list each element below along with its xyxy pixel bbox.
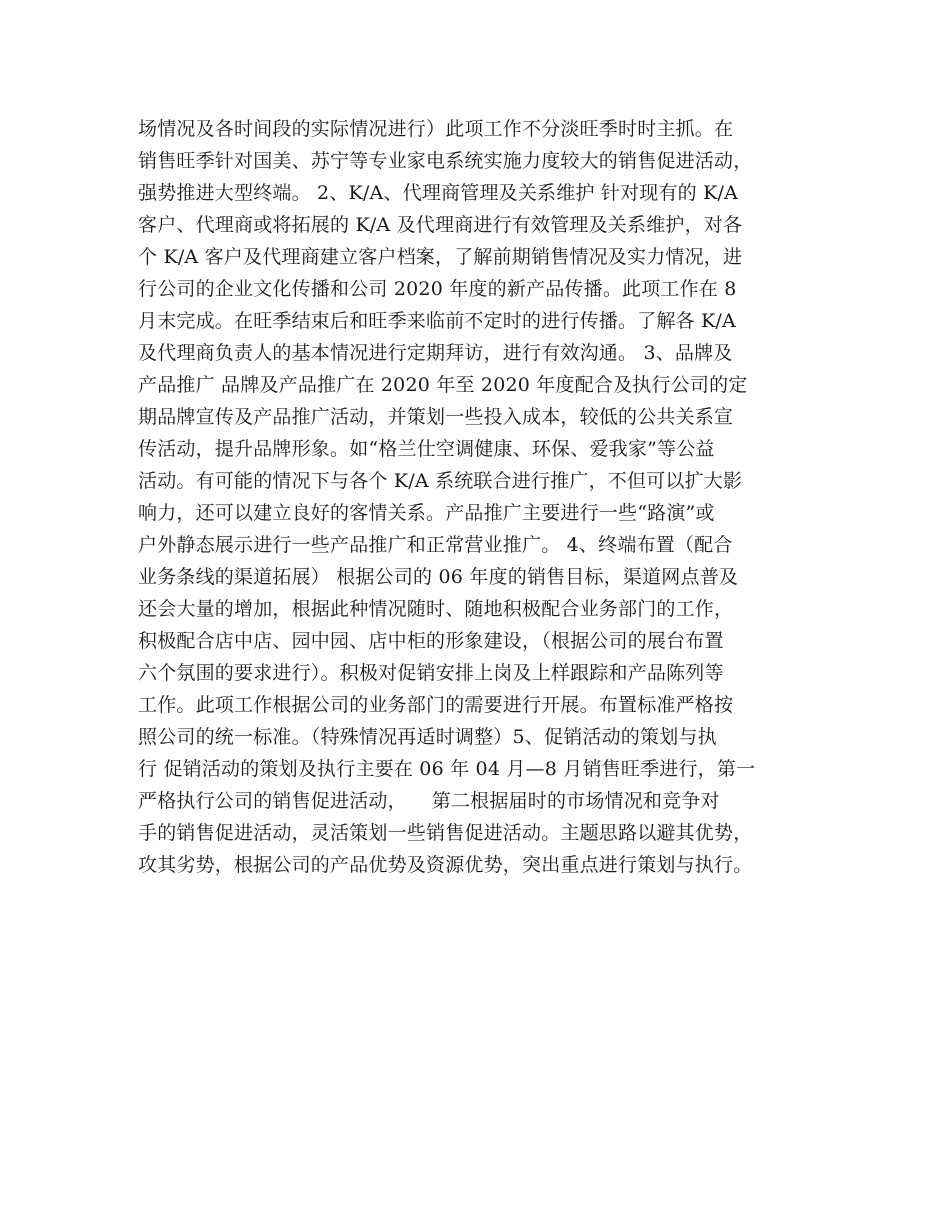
document-body [138,113,838,881]
text-line: 工作。此项工作根据公司的业务部门的需要进行开展。布置标准严格按 [138,694,734,716]
text-line: 照公司的统一标准。（特殊情况再适时调整）5、促销活动的策划与执 [138,726,717,748]
text-line: 户外静态展示进行一些产品推广和正常营业推广。 4、终端布置（配合 [138,534,733,556]
text-line: 还会大量的增加，根据此种情况随时、随地积极配合业务部门的工作， [138,598,734,620]
text-line: 严格执行公司的销售促进活动， 第二根据届时的市场情况和竞争对 [138,790,720,812]
text-line: 传活动，提升品牌形象。如“格兰仕空调健康、环保、爱我家”等公益 [138,438,715,460]
text-line: 及代理商负责人的基本情况进行定期拜访，进行有效沟通。 3、品牌及 [138,342,733,364]
text-line: 场情况及各时间段的实际情况进行）此项工作不分淡旺季时时主抓。在 [138,118,734,140]
text-line: 销售旺季针对国美、苏宁等专业家电系统实施力度较大的销售促进活动， [138,150,753,172]
text-line: 产品推广 品牌及产品推广在 2020 年至 2020 年度配合及执行公司的定 [138,374,748,396]
text-line: 强势推进大型终端。 2、K/A、代理商管理及关系维护 针对现有的 K/A [138,182,739,204]
text-line: 业务条线的渠道拓展） 根据公司的 06 年度的销售目标，渠道网点普及 [138,566,739,588]
text-line: 行公司的企业文化传播和公司 2020 年度的新产品传播。此项工作在 8 [138,278,737,300]
text-line: 客户、代理商或将拓展的 K/A 及代理商进行有效管理及关系维护，对各 [138,214,743,236]
text-line: 手的销售促进活动，灵活策划一些销售促进活动。主题思路以避其优势， [138,822,753,844]
text-line: 响力，还可以建立良好的客情关系。产品推广主要进行一些“路演”或 [138,502,715,524]
text-line: 个 K/A 客户及代理商建立客户档案，了解前期销售情况及实力情况，进 [138,246,743,268]
text-line: 攻其劣势，根据公司的产品优势及资源优势，突出重点进行策划与执行。 [138,854,753,876]
text-line: 行 促销活动的策划及执行主要在 06 年 04 月—8 月销售旺季进行，第一 [138,758,756,780]
text-line: 积极配合店中店、园中园、店中柜的形象建设，（根据公司的展台布置 [138,630,724,652]
text-line: 月末完成。在旺季结束后和旺季来临前不定时的进行传播。了解各 K/A [138,310,736,332]
text-line: 期品牌宣传及产品推广活动，并策划一些投入成本，较低的公共关系宣 [138,406,734,428]
text-line: 六个氛围的要求进行）。积极对促销安排上岗及上样跟踪和产品陈列等 [138,662,724,684]
text-line: 活动。有可能的情况下与各个 K/A 系统联合进行推广，不但可以扩大影 [138,470,743,492]
